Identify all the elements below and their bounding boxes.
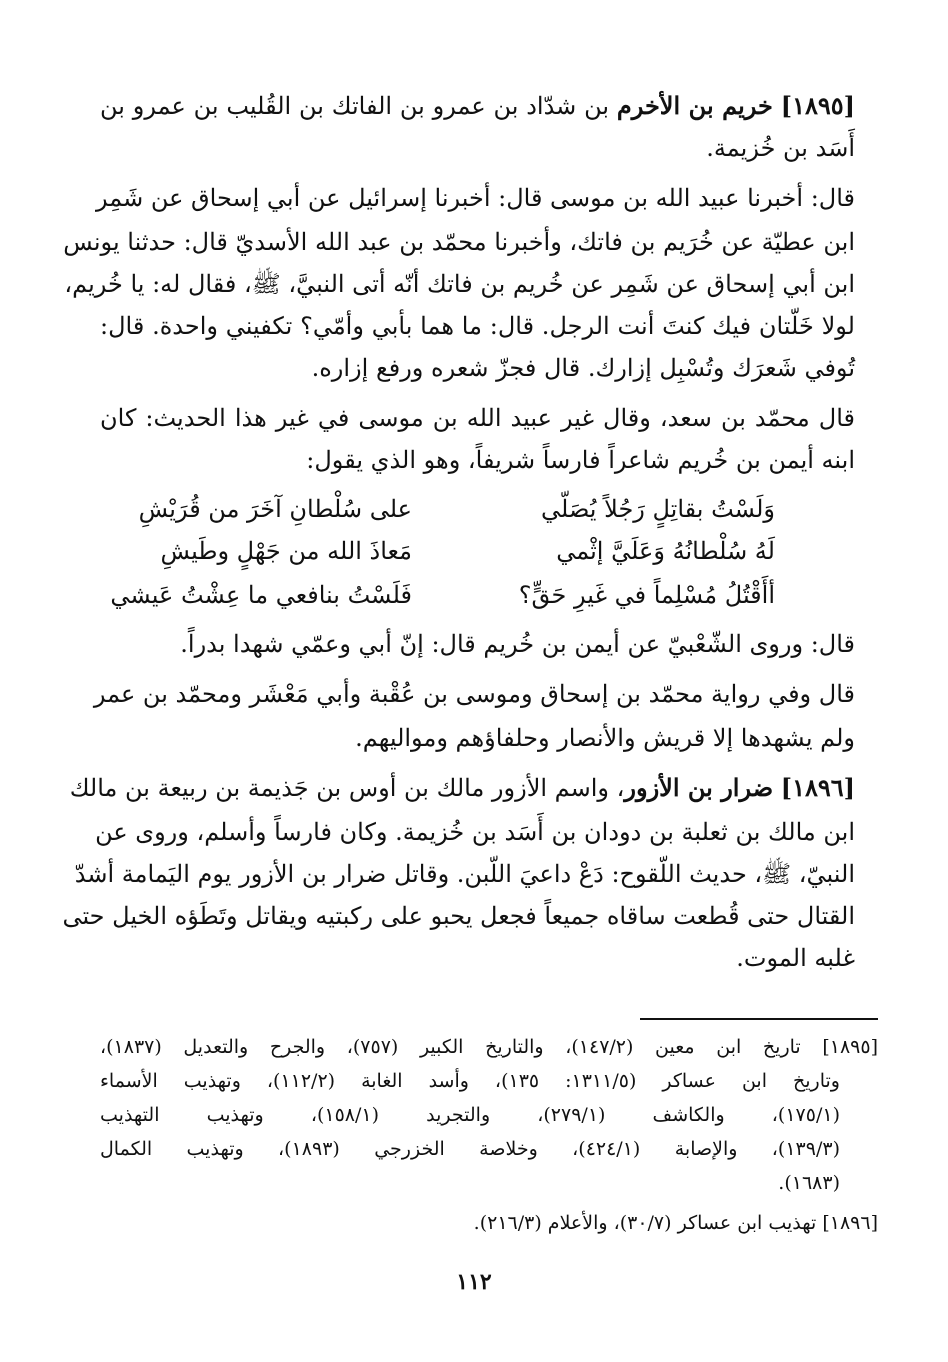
entry-number: [١٨٩٥] <box>780 91 855 120</box>
paragraph-line: قال: وروى الشّعْبيّ عن أيمن بن خُريم قال: إنّ أبي وعمّي شهدا بدراً. <box>180 630 855 658</box>
footnote-line: (١٣٩/٣)، والإصابة (٤٢٤/١)، وخلاصة الخزرجي (١٨٩٣)، وتهذيب الكمال <box>100 1138 840 1160</box>
footnote-line: وتاريخ ابن عساكر (١٣١١/٥: ١٣٥)، وأسد الغابة (١١٢/٢)، وتهذيب الأسماء <box>100 1070 840 1092</box>
entry-1896-line-4: القتال حتى قُطعت ساقاه جميعاً فجعل يحبو على ركبتيه ويقاتل وتَطَؤه الخيل حتى <box>62 902 855 930</box>
verse-1-first-hemistich: وَلَسْتُ بقاتِلٍ رَجُلاً يُصَلّي <box>541 495 775 523</box>
entry-1896-line-1 <box>69 766 855 810</box>
paragraph-line: ابنه أيمن بن خُريم شاعراً فارساً شريفاً، وهو الذي يقول: <box>306 446 855 474</box>
entry-text: ، واسم الأزور مالك بن أوس بن جَذيمة بن ربيعة بن مالك <box>69 774 625 802</box>
verse-3-second-hemistich: فَلَسْتُ بنافعي ما عِشْتُ عَيشي <box>110 581 412 609</box>
footnote-line: (١٧٥/١)، والكاشف (٢٧٩/١)، والتجريد (١٥٨/١)، وتهذيب التهذيب <box>100 1104 840 1126</box>
verse-2-second-hemistich: مَعاذَ الله من جَهْلٍ وطَيشِ <box>160 537 412 565</box>
footnote-divider <box>640 1018 878 1020</box>
paragraph-line: ابن أبي إسحاق عن شَمِر عن خُريم بن فاتك أنّه أتى النبيَّ، ﷺ، فقال له: يا خُريم، <box>64 270 855 298</box>
paragraph-line: لولا خَلّتان فيك كنتَ أنت الرجل. قال: ما هما بأبي وأمّي؟ تكفيني واحدة. قال: <box>100 312 855 340</box>
verse-1-second-hemistich: على سُلْطانِ آخَرَ من قُرَيْشِ <box>138 495 412 523</box>
paragraph-line: قال: أخبرنا عبيد الله بن موسى قال: أخبرنا إسرائيل عن أبي إسحاق عن شَمِر <box>95 184 855 212</box>
page-number: ١١٢ <box>456 1269 492 1295</box>
entry-1896-line-3: النبيّ، ﷺ، حديث اللّقوح: دَعْ داعيَ اللّبن. وقاتل ضرار بن الأزور يوم اليَمامة أشدّ <box>74 860 855 888</box>
footnote-line: (١٦٨٣). <box>778 1172 840 1194</box>
entry-number: [١٨٩٦] <box>780 773 855 802</box>
paragraph-line: قال محمّد بن سعد، وقال غير عبيد الله بن موسى في غير هذا الحديث: كان <box>100 404 855 432</box>
entry-1896-line-5: غلبه الموت. <box>736 944 855 972</box>
entry-1895-line-2: أَسَد بن خُزيمة. <box>706 134 855 162</box>
entry-name: ضرار بن الأزور <box>624 773 774 802</box>
verse-2-first-hemistich: لَهُ سُلْطانُهُ وَعَلَيَّ إثْمي <box>556 537 775 565</box>
paragraph-line: ولم يشهدها إلا قريش والأنصار وحلفاؤهم ومواليهم. <box>355 724 855 752</box>
entry-name: خريم بن الأخرم <box>616 91 773 120</box>
paragraph-line: تُوفي شَعرَك وتُسْبِل إزارك. قال فجزّ شعره ورفع إزاره. <box>311 354 855 382</box>
entry-1896-line-2: ابن مالك بن ثعلبة بن دودان بن أَسَد بن خُزيمة. وكان فارساً وأسلم، وروى عن <box>95 818 855 846</box>
footnote-line: [١٨٩٦] تهذيب ابن عساكر (٣٠/٧)، والأعلام (٢١٦/٣). <box>473 1212 878 1234</box>
paragraph-line: ابن عطيّة عن خُرَيم بن فاتك، وأخبرنا محمّد بن عبد الله الأسديّ قال: حدثنا يونس <box>63 228 855 256</box>
entry-1895-line-1 <box>100 84 855 128</box>
footnote-line: [١٨٩٥] تاريخ ابن معين (١٤٧/٢)، والتاريخ الكبير (٧٥٧)، والجرح والتعديل (١٨٣٧)، <box>100 1036 878 1058</box>
paragraph-line: قال وفي رواية محمّد بن إسحاق وموسى بن عُقْبة وأبي مَعْشَر ومحمّد بن عمر <box>93 680 855 708</box>
verse-3-first-hemistich: أأَقْتُلُ مُسْلِماً في غَيرِ حَقٍّ؟ <box>518 581 775 609</box>
entry-text: بن شدّاد بن عمرو بن الفاتك بن القُليب بن عمرو بن <box>100 92 610 120</box>
